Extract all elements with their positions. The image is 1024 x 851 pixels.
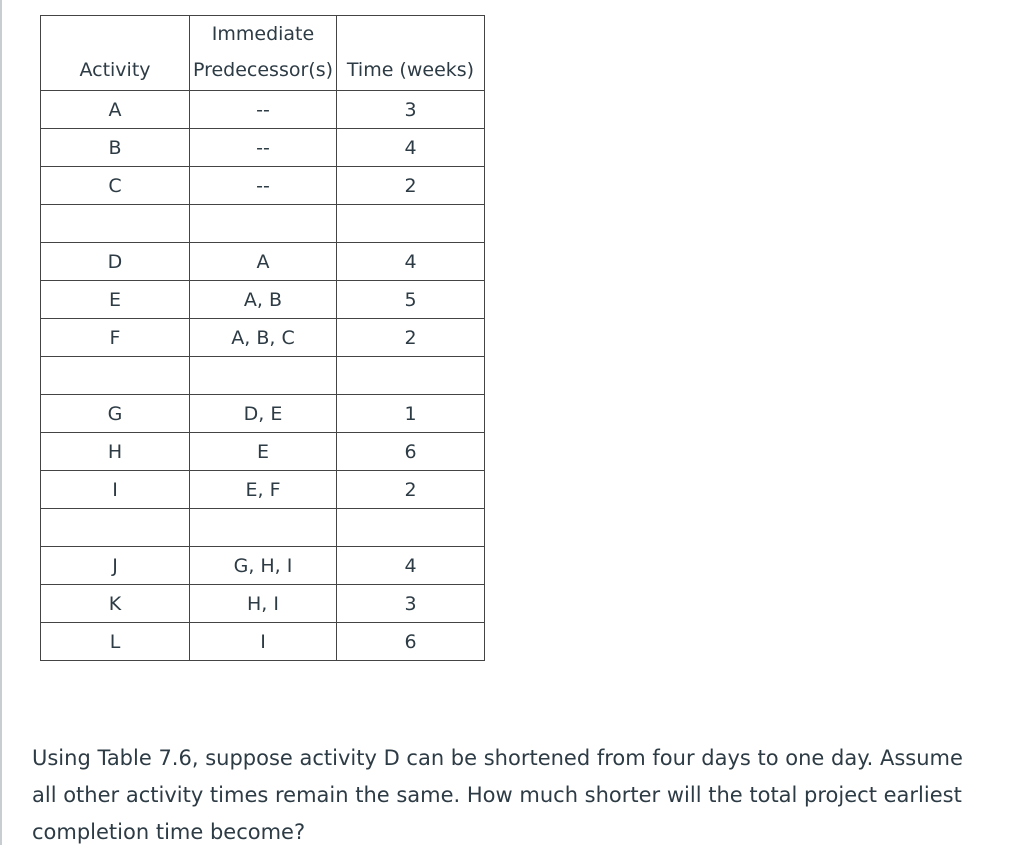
content-left-border [0,0,2,845]
table-row [41,547,485,585]
time-cell: 3 [336,91,484,129]
question-text: Using Table 7.6, suppose activity D can be shortened from four days to one day. Assume all other activity times remain the same. How much shorter will the total project earliest completion time become? [32,746,963,844]
predecessor-cell: A, B, C [190,319,337,357]
predecessor-cell: H, I [190,585,337,623]
activity-cell [41,509,190,547]
table-row-spacer [41,509,485,547]
predecessor-cell: A [190,243,337,281]
activity-cell: A [41,91,190,129]
predecessor-cell: I [190,623,337,661]
predecessor-cell: E, F [190,471,337,509]
time-cell: 2 [336,471,484,509]
table-row [41,623,485,661]
activity-cell: C [41,167,190,205]
activity-cell [41,205,190,243]
table-row [41,91,485,129]
table-row-spacer [41,205,485,243]
activity-table [40,15,485,661]
time-cell: 6 [336,433,484,471]
time-cell: 5 [336,281,484,319]
time-cell: 4 [336,129,484,167]
predecessor-cell: E [190,433,337,471]
predecessor-cell [190,205,337,243]
activity-cell: F [41,319,190,357]
predecessor-cell: -- [190,129,337,167]
time-cell: 4 [336,547,484,585]
time-cell: 1 [336,395,484,433]
header-predecessors: Immediate Predecessor(s) [190,16,337,91]
table-header-row [41,16,485,91]
time-cell: 2 [336,167,484,205]
time-cell [336,205,484,243]
activity-cell: H [41,433,190,471]
predecessor-cell: A, B [190,281,337,319]
activity-cell: L [41,623,190,661]
activity-cell [41,357,190,395]
time-cell [336,357,484,395]
predecessor-cell [190,509,337,547]
activity-cell: B [41,129,190,167]
predecessor-cell: D, E [190,395,337,433]
table-row-spacer [41,357,485,395]
time-cell: 4 [336,243,484,281]
activity-cell: E [41,281,190,319]
table-row [41,129,485,167]
table-row [41,319,485,357]
table-row [41,471,485,509]
table-row [41,585,485,623]
table-row [41,433,485,471]
activity-cell: K [41,585,190,623]
activity-cell: I [41,471,190,509]
table-row [41,395,485,433]
predecessor-cell: G, H, I [190,547,337,585]
predecessor-cell: -- [190,91,337,129]
table-row [41,243,485,281]
time-cell: 3 [336,585,484,623]
table-row [41,281,485,319]
activity-cell: G [41,395,190,433]
predecessor-cell: -- [190,167,337,205]
activity-cell: D [41,243,190,281]
header-time: Time (weeks) [336,16,484,91]
time-cell: 2 [336,319,484,357]
table-row [41,167,485,205]
time-cell: 6 [336,623,484,661]
activity-cell: J [41,547,190,585]
header-activity: Activity [41,16,190,91]
predecessor-cell [190,357,337,395]
time-cell [336,509,484,547]
